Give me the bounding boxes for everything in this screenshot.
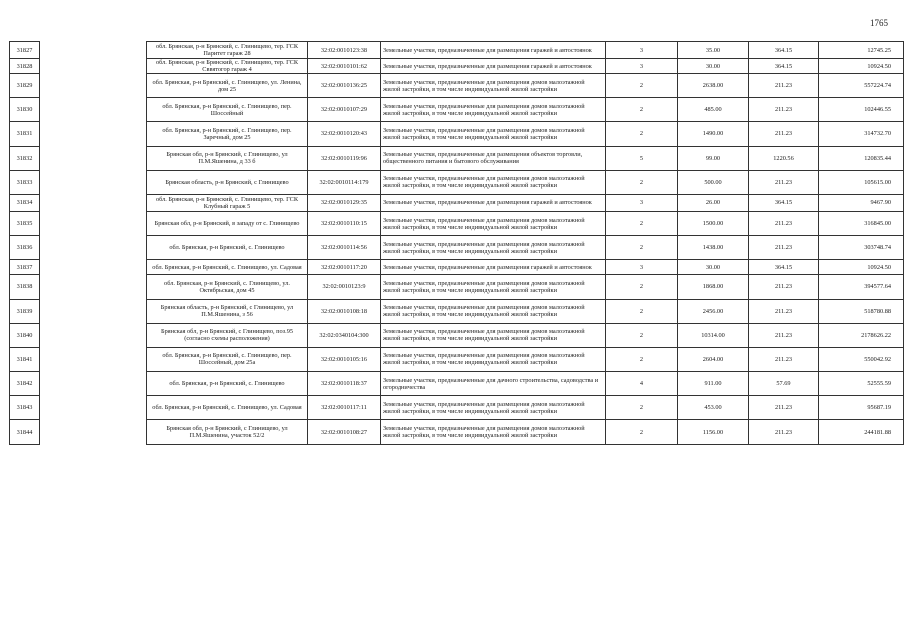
area-cell: 911.00 bbox=[678, 372, 749, 396]
area-cell: 500.00 bbox=[678, 170, 749, 194]
rate-cell: 364.15 bbox=[749, 59, 819, 74]
spacer-cell bbox=[40, 98, 147, 122]
rate-cell: 211.23 bbox=[749, 275, 819, 299]
rate-cell: 211.23 bbox=[749, 74, 819, 98]
rate-cell: 57.69 bbox=[749, 372, 819, 396]
address-cell: Брянская обл, р-н Брянский, с Глинищево, ул П.М.Яшенина, д 33 б bbox=[147, 146, 308, 170]
group-cell: 2 bbox=[606, 275, 678, 299]
spacer-cell bbox=[40, 420, 147, 444]
group-cell: 2 bbox=[606, 74, 678, 98]
area-cell: 35.00 bbox=[678, 42, 749, 59]
row-number-cell: 31834 bbox=[10, 194, 40, 211]
area-cell: 1438.00 bbox=[678, 236, 749, 260]
table-row bbox=[10, 42, 904, 59]
cadastral-value-cell: 2178626.22 bbox=[819, 323, 904, 347]
cadastral-number-cell: 32:02:0010123:38 bbox=[308, 42, 381, 59]
cadastral-number-cell: 32:02:0010105:16 bbox=[308, 347, 381, 371]
address-cell: Брянская обл, р-н Брянский, с Глинищево, поз.95 (согласно схемы расположения) bbox=[147, 323, 308, 347]
land-use-cell: Земельные участки, предназначенные для размещения домов малоэтажной жилой застройки, в том числе индивидуальной жилой застройки bbox=[381, 323, 606, 347]
land-register-table bbox=[9, 41, 904, 445]
cadastral-value-cell: 550042.92 bbox=[819, 347, 904, 371]
cadastral-number-cell: 32:02:0010117:11 bbox=[308, 396, 381, 420]
area-cell: 99.00 bbox=[678, 146, 749, 170]
cadastral-number-cell: 32:02:0010129:35 bbox=[308, 194, 381, 211]
cadastral-value-cell: 10924.50 bbox=[819, 59, 904, 74]
table-row bbox=[10, 59, 904, 74]
row-number-cell: 31841 bbox=[10, 347, 40, 371]
spacer-cell bbox=[40, 236, 147, 260]
area-cell: 485.00 bbox=[678, 98, 749, 122]
spacer-cell bbox=[40, 275, 147, 299]
cadastral-number-cell: 32:02:0010101:62 bbox=[308, 59, 381, 74]
address-cell: обл. Брянская, р-н Брянский, с. Глинищево, тер. ГСК Сввятогор гараж 4 bbox=[147, 59, 308, 74]
table-row bbox=[10, 122, 904, 146]
group-cell: 2 bbox=[606, 170, 678, 194]
cadastral-number-cell: 32:02:0010119:96 bbox=[308, 146, 381, 170]
address-cell: Брянская обл, р-н Брянский, с Глинищево, ул П.М.Яшенина, участок 52/2 bbox=[147, 420, 308, 444]
page-number: 1765 bbox=[870, 18, 888, 28]
table-row bbox=[10, 347, 904, 371]
table-row bbox=[10, 275, 904, 299]
group-cell: 2 bbox=[606, 323, 678, 347]
cadastral-number-cell: 32:02:0010107:29 bbox=[308, 98, 381, 122]
address-cell: обл. Брянская, р-н Брянский, с. Глинищево, ул. Октябрьская, дом 45 bbox=[147, 275, 308, 299]
address-cell: обл. Брянская, р-н Брянский, с. Глинищево, пер. Шоссейный bbox=[147, 98, 308, 122]
land-use-cell: Земельные участки, предназначенные для дачного строительства, садоводства и огородничества bbox=[381, 372, 606, 396]
spacer-cell bbox=[40, 122, 147, 146]
table-row bbox=[10, 260, 904, 275]
cadastral-value-cell: 316845.00 bbox=[819, 211, 904, 235]
row-number-cell: 31842 bbox=[10, 372, 40, 396]
address-cell: обл. Брянская, р-н Брянский, с. Глинищево, ул. Садовая bbox=[147, 260, 308, 275]
group-cell: 3 bbox=[606, 42, 678, 59]
group-cell: 4 bbox=[606, 372, 678, 396]
cadastral-value-cell: 557224.74 bbox=[819, 74, 904, 98]
group-cell: 5 bbox=[606, 146, 678, 170]
group-cell: 2 bbox=[606, 299, 678, 323]
land-use-cell: Земельные участки, предназначенные для размещения домов малоэтажной жилой застройки, в том числе индивидуальной жилой застройки bbox=[381, 299, 606, 323]
row-number-cell: 31832 bbox=[10, 146, 40, 170]
area-cell: 1500.00 bbox=[678, 211, 749, 235]
address-cell: обл. Брянская, р-н Брянский, с. Глинищево bbox=[147, 236, 308, 260]
spacer-cell bbox=[40, 372, 147, 396]
spacer-cell bbox=[40, 260, 147, 275]
spacer-cell bbox=[40, 59, 147, 74]
address-cell: обл. Брянская, р-н Брянский, с. Глинищево, ул. Ленина, дом 25 bbox=[147, 74, 308, 98]
area-cell: 2638.00 bbox=[678, 74, 749, 98]
land-use-cell: Земельные участки, предназначенные для размещения домов малоэтажной жилой застройки, в том числе индивидуальной жилой застройки bbox=[381, 74, 606, 98]
cadastral-value-cell: 9467.90 bbox=[819, 194, 904, 211]
address-cell: Брянская обл, р-н Брянский, в западу от с. Глинищево bbox=[147, 211, 308, 235]
cadastral-value-cell: 314732.70 bbox=[819, 122, 904, 146]
table-row bbox=[10, 211, 904, 235]
spacer-cell bbox=[40, 211, 147, 235]
table-row bbox=[10, 98, 904, 122]
cadastral-value-cell: 102446.55 bbox=[819, 98, 904, 122]
address-cell: обл. Брянская, р-н Брянский, с. Глинищево, тер. ГСК Паритет гараж 28 bbox=[147, 42, 308, 59]
rate-cell: 211.23 bbox=[749, 122, 819, 146]
row-number-cell: 31830 bbox=[10, 98, 40, 122]
area-cell: 2456.00 bbox=[678, 299, 749, 323]
cadastral-value-cell: 105615.00 bbox=[819, 170, 904, 194]
cadastral-value-cell: 120835.44 bbox=[819, 146, 904, 170]
row-number-cell: 31836 bbox=[10, 236, 40, 260]
land-use-cell: Земельные участки, предназначенные для размещения гаражей и автостоянок bbox=[381, 260, 606, 275]
rate-cell: 211.23 bbox=[749, 347, 819, 371]
cadastral-number-cell: 32:02:0010120:43 bbox=[308, 122, 381, 146]
spacer-cell bbox=[40, 146, 147, 170]
area-cell: 26.00 bbox=[678, 194, 749, 211]
land-use-cell: Земельные участки, предназначенные для размещения домов малоэтажной жилой застройки, в том числе индивидуальной жилой застройки bbox=[381, 122, 606, 146]
spacer-cell bbox=[40, 170, 147, 194]
land-use-cell: Земельные участки, предназначенные для размещения домов малоэтажной жилой застройки, в том числе индивидуальной жилой застройки bbox=[381, 170, 606, 194]
group-cell: 3 bbox=[606, 260, 678, 275]
area-cell: 1156.00 bbox=[678, 420, 749, 444]
row-number-cell: 31838 bbox=[10, 275, 40, 299]
land-use-cell: Земельные участки, предназначенные для размещения домов малоэтажной жилой застройки, в том числе индивидуальной жилой застройки bbox=[381, 98, 606, 122]
table-body bbox=[10, 42, 904, 445]
table-row bbox=[10, 420, 904, 444]
area-cell: 30.00 bbox=[678, 59, 749, 74]
spacer-cell bbox=[40, 299, 147, 323]
spacer-cell bbox=[40, 323, 147, 347]
land-use-cell: Земельные участки, предназначенные для размещения объектов торговли, общественного питания и бытового обслуживания bbox=[381, 146, 606, 170]
table-row bbox=[10, 170, 904, 194]
rate-cell: 211.23 bbox=[749, 323, 819, 347]
cadastral-value-cell: 95687.19 bbox=[819, 396, 904, 420]
cadastral-value-cell: 12745.25 bbox=[819, 42, 904, 59]
land-use-cell: Земельные участки, предназначенные для размещения гаражей и автостоянок bbox=[381, 194, 606, 211]
row-number-cell: 31829 bbox=[10, 74, 40, 98]
table-row bbox=[10, 396, 904, 420]
land-use-cell: Земельные участки, предназначенные для размещения домов малоэтажной жилой застройки, в том числе индивидуальной жилой застройки bbox=[381, 236, 606, 260]
group-cell: 2 bbox=[606, 396, 678, 420]
area-cell: 2604.00 bbox=[678, 347, 749, 371]
rate-cell: 1220.56 bbox=[749, 146, 819, 170]
address-cell: Брянская область, р-н Брянский, с Глинищево, ул П.М.Яшенина, з 56 bbox=[147, 299, 308, 323]
row-number-cell: 31844 bbox=[10, 420, 40, 444]
land-use-cell: Земельные участки, предназначенные для размещения гаражей и автостоянок bbox=[381, 42, 606, 59]
cadastral-number-cell: 32:02:0010108:27 bbox=[308, 420, 381, 444]
area-cell: 1490.00 bbox=[678, 122, 749, 146]
row-number-cell: 31828 bbox=[10, 59, 40, 74]
row-number-cell: 31840 bbox=[10, 323, 40, 347]
address-cell: Брянская область, р-н Брянский, с Глинищево bbox=[147, 170, 308, 194]
group-cell: 2 bbox=[606, 211, 678, 235]
area-cell: 10314.00 bbox=[678, 323, 749, 347]
table-row bbox=[10, 194, 904, 211]
cadastral-number-cell: 32:02:0340104:300 bbox=[308, 323, 381, 347]
address-cell: обл. Брянская, р-н Брянский, с. Глинищево, пер. Шоссейный, дом 25а bbox=[147, 347, 308, 371]
rate-cell: 211.23 bbox=[749, 236, 819, 260]
row-number-cell: 31843 bbox=[10, 396, 40, 420]
cadastral-number-cell: 32:02:0010136:25 bbox=[308, 74, 381, 98]
area-cell: 30.00 bbox=[678, 260, 749, 275]
table-row bbox=[10, 74, 904, 98]
cadastral-number-cell: 32:02:0010118:37 bbox=[308, 372, 381, 396]
address-cell: обл. Брянская, р-н Брянский, с. Глинищево, ул. Садовая bbox=[147, 396, 308, 420]
group-cell: 2 bbox=[606, 420, 678, 444]
rate-cell: 211.23 bbox=[749, 170, 819, 194]
rate-cell: 211.23 bbox=[749, 98, 819, 122]
address-cell: обл. Брянская, р-н Брянский, с. Глинищево, тер. ГСК Клубный гараж 5 bbox=[147, 194, 308, 211]
rate-cell: 211.23 bbox=[749, 420, 819, 444]
rate-cell: 364.15 bbox=[749, 42, 819, 59]
cadastral-number-cell: 32:02:0010114:56 bbox=[308, 236, 381, 260]
cadastral-value-cell: 244181.88 bbox=[819, 420, 904, 444]
spacer-cell bbox=[40, 42, 147, 59]
spacer-cell bbox=[40, 74, 147, 98]
rate-cell: 211.23 bbox=[749, 299, 819, 323]
land-use-cell: Земельные участки, предназначенные для размещения домов малоэтажной жилой застройки, в том числе индивидуальной жилой застройки bbox=[381, 396, 606, 420]
cadastral-value-cell: 518780.88 bbox=[819, 299, 904, 323]
group-cell: 3 bbox=[606, 194, 678, 211]
cadastral-value-cell: 52555.59 bbox=[819, 372, 904, 396]
rate-cell: 364.15 bbox=[749, 194, 819, 211]
cadastral-number-cell: 32:02:0010123:9 bbox=[308, 275, 381, 299]
cadastral-number-cell: 32:02:0010110:15 bbox=[308, 211, 381, 235]
cadastral-value-cell: 303748.74 bbox=[819, 236, 904, 260]
address-cell: обл. Брянская, р-н Брянский, с. Глинищево bbox=[147, 372, 308, 396]
row-number-cell: 31831 bbox=[10, 122, 40, 146]
cadastral-number-cell: 32:02:0010114:179 bbox=[308, 170, 381, 194]
row-number-cell: 31839 bbox=[10, 299, 40, 323]
land-use-cell: Земельные участки, предназначенные для размещения домов малоэтажной жилой застройки, в том числе индивидуальной жилой застройки bbox=[381, 275, 606, 299]
cadastral-value-cell: 10924.50 bbox=[819, 260, 904, 275]
row-number-cell: 31833 bbox=[10, 170, 40, 194]
land-use-cell: Земельные участки, предназначенные для размещения гаражей и автостоянок bbox=[381, 59, 606, 74]
table-row bbox=[10, 236, 904, 260]
address-cell: обл. Брянская, р-н Брянский, с. Глинищево, пер. Заречный, дом 25 bbox=[147, 122, 308, 146]
group-cell: 2 bbox=[606, 122, 678, 146]
spacer-cell bbox=[40, 194, 147, 211]
cadastral-number-cell: 32:02:0010108:18 bbox=[308, 299, 381, 323]
table-row bbox=[10, 372, 904, 396]
table-row bbox=[10, 323, 904, 347]
rate-cell: 364.15 bbox=[749, 260, 819, 275]
land-use-cell: Земельные участки, предназначенные для размещения домов малоэтажной жилой застройки, в том числе индивидуальной жилой застройки bbox=[381, 347, 606, 371]
row-number-cell: 31827 bbox=[10, 42, 40, 59]
group-cell: 3 bbox=[606, 59, 678, 74]
area-cell: 1868.00 bbox=[678, 275, 749, 299]
spacer-cell bbox=[40, 396, 147, 420]
spacer-cell bbox=[40, 347, 147, 371]
group-cell: 2 bbox=[606, 98, 678, 122]
rate-cell: 211.23 bbox=[749, 396, 819, 420]
row-number-cell: 31835 bbox=[10, 211, 40, 235]
rate-cell: 211.23 bbox=[749, 211, 819, 235]
area-cell: 453.00 bbox=[678, 396, 749, 420]
cadastral-number-cell: 32:02:0010117:20 bbox=[308, 260, 381, 275]
cadastral-value-cell: 394577.64 bbox=[819, 275, 904, 299]
row-number-cell: 31837 bbox=[10, 260, 40, 275]
table-row bbox=[10, 299, 904, 323]
land-use-cell: Земельные участки, предназначенные для размещения домов малоэтажной жилой застройки, в том числе индивидуальной жилой застройки bbox=[381, 211, 606, 235]
land-use-cell: Земельные участки, предназначенные для размещения домов малоэтажной жилой застройки, в том числе индивидуальной жилой застройки bbox=[381, 420, 606, 444]
group-cell: 2 bbox=[606, 347, 678, 371]
group-cell: 2 bbox=[606, 236, 678, 260]
table-row bbox=[10, 146, 904, 170]
